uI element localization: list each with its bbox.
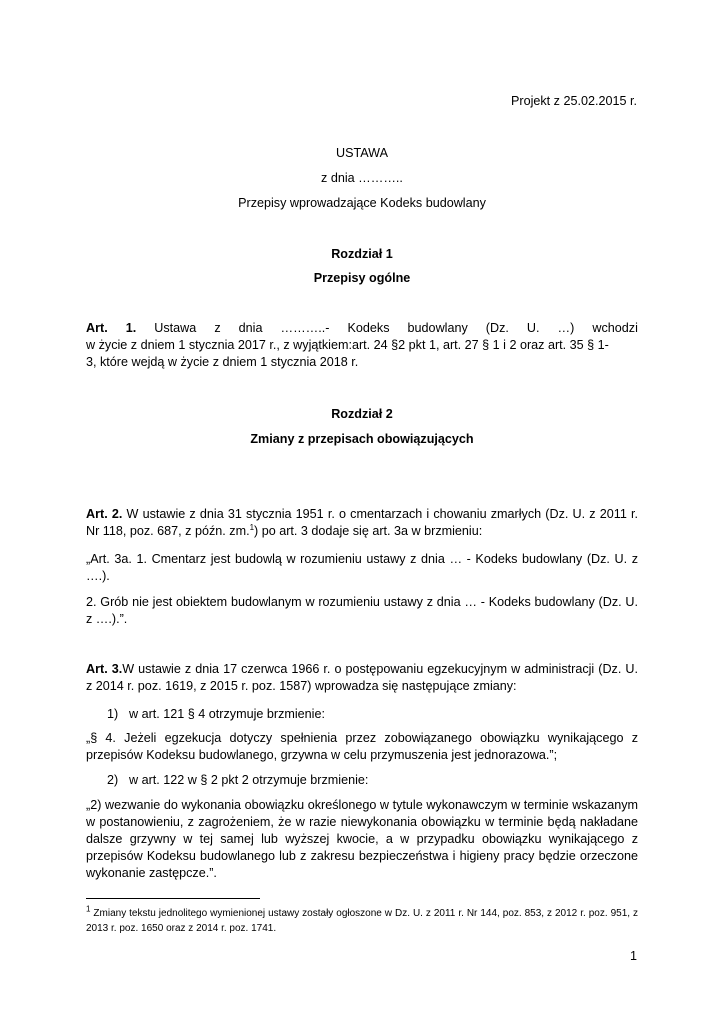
- art-2-paragraph-2: 2. Grób nie jest obiektem budowlanym w rozumieniu ustawy z dnia … - Kodeks budowlany (Dz. U. z ….).”.: [86, 595, 638, 626]
- footnote-mark: 1: [86, 904, 91, 914]
- chapter-2-subheading: Zmiany z przepisach obowiązujących: [250, 432, 474, 446]
- art-1-word: 1.: [125, 321, 137, 335]
- project-date: Projekt z 25.02.2015 r.: [510, 94, 637, 108]
- art-3-intro: [86, 661, 638, 695]
- art-2-text-cont: ) po art. 3 dodaje się art. 3a w brzmieniu:: [254, 524, 483, 538]
- art-1: [86, 320, 638, 371]
- footnote-reference[interactable]: 1: [249, 522, 255, 532]
- art-1-word: z: [214, 321, 221, 335]
- art-3-item-2-quote: „2) wezwanie do wykonania obowiązku określonego w tytule wykonawczym w terminie wskazanym w postanowieniu, z zagrożeniem, że w razie niewykonania obowiązku w terminie będą nakładane dalsze grzywny w tej samej lub wyższej kwocie, a w przypadku obowiązku wynikającego z przepisów Kodeksu budowlanego lub z zakresu bezpieczeństwa i higieny pracy będzie orzeczone wykonanie zastępcze.”.: [86, 798, 638, 880]
- art-1-word: ………..-: [280, 321, 330, 335]
- item-text: w art. 121 § 4 otrzymuje brzmienie:: [129, 707, 325, 721]
- page-number: 1: [629, 949, 637, 963]
- chapter-2-heading: Rozdział 2: [331, 407, 393, 421]
- act-name: Przepisy wprowadzające Kodeks budowlany: [238, 196, 486, 210]
- item-number: 2): [107, 773, 119, 787]
- item-text: w art. 122 w § 2 pkt 2 otrzymuje brzmienie:: [129, 773, 369, 787]
- art-1-word: wchodzi: [592, 321, 638, 335]
- art-3-item-2: [107, 772, 368, 789]
- art-3-item-1: [107, 706, 325, 723]
- footnote-text: Zmiany tekstu jednolitego wymienionej ustawy zostały ogłoszone w Dz. U. z 2011 r. Nr 144, poz. 853, z 2012 r. poz. 951, z 2013 r. poz. 1650 oraz z 2014 r. poz. 1741.: [86, 908, 638, 934]
- art-2-label: Art. 2.: [86, 507, 123, 521]
- art-2-intro: [86, 506, 638, 540]
- footnote-separator: [86, 898, 260, 899]
- art-1-word: …): [557, 321, 575, 335]
- art-2-paragraph-1: „Art. 3a. 1. Cmentarz jest budowlą w rozumieniu ustawy z dnia … - Kodeks budowlany (Dz. U. z ….).: [86, 552, 638, 583]
- art-1-word: dnia: [238, 321, 263, 335]
- art-1-word: (Dz.: [485, 321, 509, 335]
- act-title: USTAWA: [335, 146, 388, 160]
- act-date: z dnia ………..: [321, 171, 403, 185]
- art-2-text: W ustawie z dnia 31 stycznia 1951 r. o cmentarzach i chowaniu zmarłych (Dz. U. z 2011 r. Nr 118, poz. 687, z późn. zm.: [86, 507, 638, 538]
- art-3-item-1-quote: „§ 4. Jeżeli egzekucja dotyczy spełnienia przez zobowiązanego obowiązku wynikającego z przepisów Kodeksu budowlanego, grzywna w celu przymuszenia jest jednorazowa.”;: [86, 731, 638, 762]
- art-3-label: Art. 3.: [86, 662, 123, 676]
- art-1-word: U.: [526, 321, 540, 335]
- chapter-1-heading: Rozdział 1: [331, 247, 393, 261]
- art-1-line-2: w życie z dniem 1 stycznia 2017 r., z wyjątkiem:art. 24 §2 pkt 1, art. 27 § 1 i 2 oraz art. 35 § 1-: [86, 338, 609, 352]
- art-1-word: Kodeks: [347, 321, 390, 335]
- footnote: [86, 906, 638, 936]
- art-1-word: budowlany: [407, 321, 468, 335]
- chapter-1-subheading: Przepisy ogólne: [313, 271, 411, 285]
- art-1-word: Ustawa: [154, 321, 197, 335]
- item-number: 1): [107, 707, 119, 721]
- art-1-line-3: 3, które wejdą w życie z dniem 1 stycznia 2018 r.: [86, 355, 359, 369]
- art-1-word: Art.: [86, 321, 108, 335]
- art-1-line-1: [86, 320, 638, 337]
- art-3-text: W ustawie z dnia 17 czerwca 1966 r. o postępowaniu egzekucyjnym w administracji (Dz. U. z 2014 r. poz. 1619, z 2015 r. poz. 1587) wprowadza się następujące zmiany:: [86, 662, 638, 693]
